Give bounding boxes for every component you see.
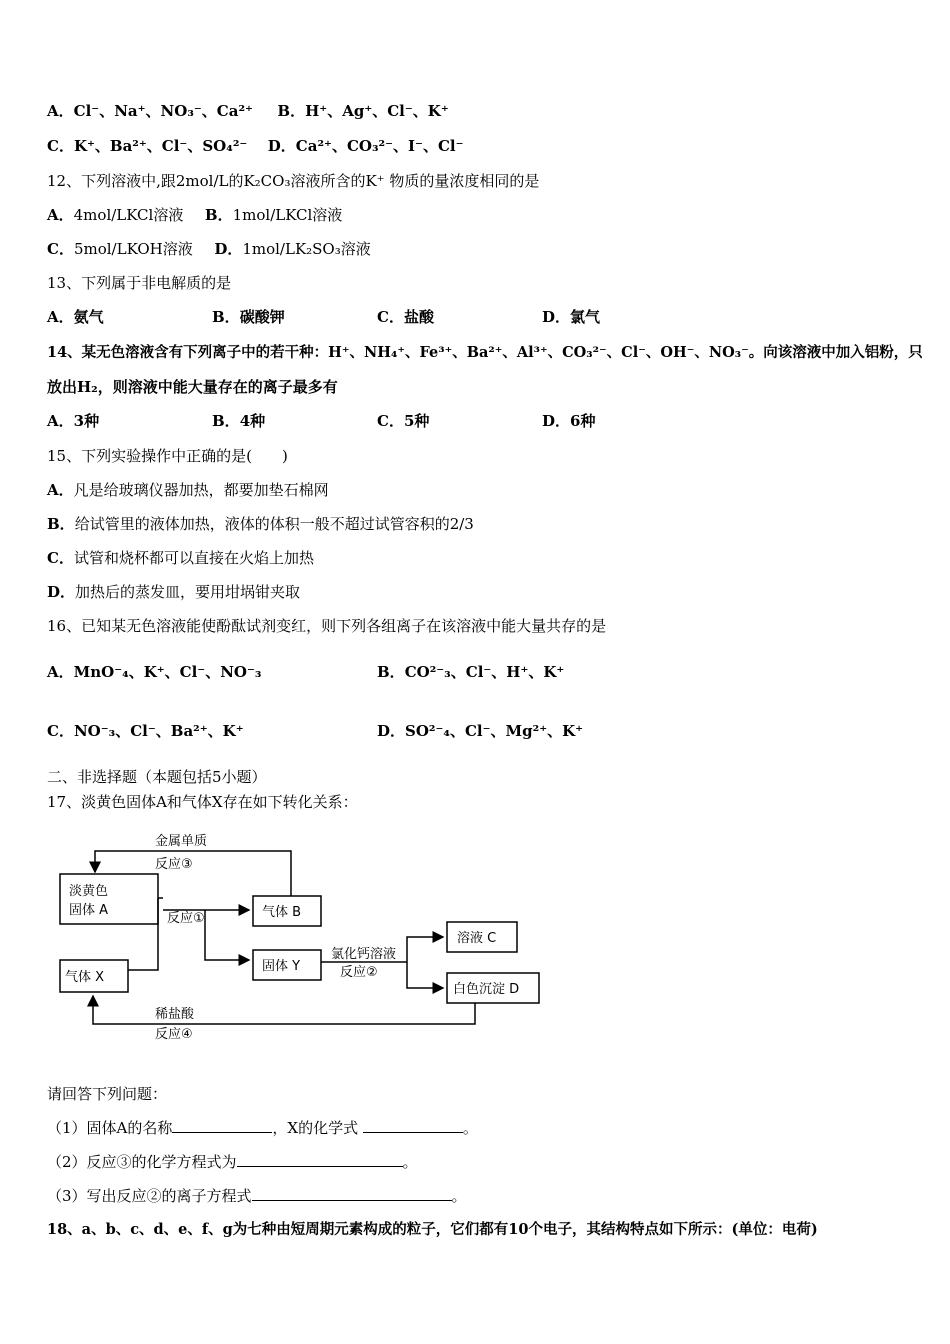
q12-stem: 12、下列溶液中,跟2mol/L的K₂CO₃溶液所含的K⁺ 物质的量浓度相同的是 xyxy=(47,172,540,190)
q17-sub2 xyxy=(47,1152,418,1172)
option-text: 给试管里的液体加热，液体的体积一般不超过试管容积的2/3 xyxy=(74,515,474,533)
label-box-d: 白色沉淀 D xyxy=(453,982,520,997)
label-box-c: 溶液 C xyxy=(457,931,497,946)
option-label: A． xyxy=(47,481,74,499)
q16-option-c xyxy=(47,721,244,741)
arrow-to-y xyxy=(205,910,249,960)
option-label: A． xyxy=(47,663,74,681)
option-label: B． xyxy=(212,308,240,326)
option-label: B． xyxy=(277,102,306,120)
q16-stem: 16、已知某无色溶液能使酚酞试剂变红，则下列各组离子在该溶液中能大量共存的是 xyxy=(47,617,607,635)
option-text: 4mol/LKCl溶液 xyxy=(73,206,184,224)
option-label: C． xyxy=(377,308,404,326)
option-label: D． xyxy=(214,240,243,258)
label-reaction-1: 反应① xyxy=(167,911,205,926)
sub2-end: 。 xyxy=(402,1153,418,1171)
q17-sub3 xyxy=(47,1186,467,1206)
option-text: 碳酸钾 xyxy=(239,308,285,326)
label-box-x: 气体 X xyxy=(65,970,105,985)
answer-blank-reaction-2[interactable] xyxy=(252,1186,452,1201)
option-label: A． xyxy=(47,206,74,224)
sub1-text: （1）固体A的名称 xyxy=(47,1119,173,1137)
q13-option-b xyxy=(212,307,285,327)
q15-option-a xyxy=(47,480,329,500)
label-cacl2: 氯化钙溶液 xyxy=(331,947,397,962)
option-label: B． xyxy=(47,515,75,533)
label-reaction-4: 反应④ xyxy=(155,1027,193,1042)
q13-option-d xyxy=(542,307,600,327)
q17-stem: 17、淡黄色固体A和气体X存在如下转化关系： xyxy=(47,793,358,811)
arrow-reaction-4 xyxy=(93,996,475,1024)
q12-options-cd xyxy=(47,239,371,259)
q15-stem: 15、下列实验操作中正确的是( ) xyxy=(47,447,288,465)
option-label: A． xyxy=(47,102,74,120)
q17-prompt: 请回答下列问题： xyxy=(47,1085,168,1103)
option-label: A． xyxy=(47,412,74,430)
option-text: NO⁻₃、Cl⁻、Ba²⁺、K⁺ xyxy=(73,722,244,740)
sub1-text-x: ，X的化学式 xyxy=(272,1119,359,1137)
option-label: D． xyxy=(542,308,571,326)
label-hcl: 稀盐酸 xyxy=(155,1007,195,1022)
option-text: 氨气 xyxy=(73,308,104,326)
option-text: 1mol/LK₂SO₃溶液 xyxy=(242,240,371,258)
label-box-y: 固体 Y xyxy=(262,959,301,974)
label-reaction-2: 反应② xyxy=(340,965,378,980)
sub3-text: （3）写出反应②的离子方程式 xyxy=(47,1187,252,1205)
option-text: MnO⁻₄、K⁺、Cl⁻、NO⁻₃ xyxy=(73,663,262,681)
q16-option-a xyxy=(47,662,261,682)
option-text: SO²⁻₄、Cl⁻、Mg²⁺、K⁺ xyxy=(405,722,584,740)
q14-option-c xyxy=(377,411,429,431)
option-text: 试管和烧杯都可以直接在火焰上加热 xyxy=(73,549,314,567)
option-text: 凡是给玻璃仪器加热，都要加垫石棉网 xyxy=(73,481,329,499)
q15-option-d xyxy=(47,582,300,602)
sub3-end: 。 xyxy=(451,1187,467,1205)
option-text: K⁺、Ba²⁺、Cl⁻、SO₄²⁻ xyxy=(73,137,248,155)
arrow-to-c xyxy=(407,937,443,962)
q14-option-b xyxy=(212,411,265,431)
q14-stem-line2: 放出H₂，则溶液中能大量存在的离子最多有 xyxy=(47,378,338,396)
label-box-a-2: 固体 A xyxy=(69,903,109,918)
q13-stem: 13、下列属于非电解质的是 xyxy=(47,274,232,292)
q13-option-a xyxy=(47,307,104,327)
q18-stem: 18、a、b、c、d、e、f、g为七种由短周期元素构成的粒子，它们都有10个电子，其结构特点如下所示：(单位：电荷) xyxy=(47,1221,818,1238)
label-reaction-3: 反应③ xyxy=(155,857,193,872)
option-text: 盐酸 xyxy=(403,308,434,326)
option-text: 氯气 xyxy=(570,308,601,326)
q12-options-ab xyxy=(47,205,342,225)
q14-stem-line1: 14、某无色溶液含有下列离子中的若干种：H⁺、NH₄⁺、Fe³⁺、Ba²⁺、Al³⁺、CO₃²⁻、Cl⁻、OH⁻、NO₃⁻。向该溶液中加入铝粉，只 xyxy=(47,344,923,361)
q17-sub1 xyxy=(47,1118,478,1138)
option-label: D． xyxy=(47,583,76,601)
reaction-flow-diagram xyxy=(55,832,545,1042)
option-text: 5种 xyxy=(403,412,430,430)
answer-blank-x-formula[interactable] xyxy=(363,1118,463,1133)
option-label: C． xyxy=(47,722,74,740)
option-label: B． xyxy=(377,663,405,681)
option-text: Cl⁻、Na⁺、NO₃⁻、Ca²⁺ xyxy=(73,102,253,120)
q15-option-c xyxy=(47,548,314,568)
option-label: B． xyxy=(212,412,240,430)
option-label: B． xyxy=(204,206,233,224)
option-label: C． xyxy=(47,240,74,258)
sub1-end: 。 xyxy=(462,1119,478,1137)
q16-option-b xyxy=(377,662,564,682)
q13-option-c xyxy=(377,307,434,327)
option-text: 5mol/LKOH溶液 xyxy=(73,240,193,258)
q15-option-b xyxy=(47,514,474,534)
option-text: Ca²⁺、CO₃²⁻、I⁻、Cl⁻ xyxy=(295,137,464,155)
option-text: 6种 xyxy=(570,412,596,430)
option-text: H⁺、Ag⁺、Cl⁻、K⁺ xyxy=(305,102,449,120)
option-label: D． xyxy=(542,412,571,430)
option-text: 3种 xyxy=(73,412,100,430)
label-box-a-1: 淡黄色 xyxy=(69,884,109,899)
option-label: C． xyxy=(377,412,404,430)
q16-option-d xyxy=(377,721,583,741)
label-box-b: 气体 B xyxy=(262,905,302,920)
arrow-to-d xyxy=(407,962,443,988)
option-text: 加热后的蒸发皿，要用坩埚钳夹取 xyxy=(75,583,301,601)
q11-option-row-1 xyxy=(47,101,449,121)
option-label: C． xyxy=(47,549,74,567)
answer-blank-reaction-3[interactable] xyxy=(237,1152,403,1167)
q11-option-row-2 xyxy=(47,136,464,156)
sub2-text: （2）反应③的化学方程式为 xyxy=(47,1153,237,1171)
q14-option-a xyxy=(47,411,99,431)
option-text: 1mol/LKCl溶液 xyxy=(232,206,343,224)
q14-option-d xyxy=(542,411,595,431)
label-metal: 金属单质 xyxy=(155,834,208,849)
option-label: D． xyxy=(377,722,406,740)
option-text: 4种 xyxy=(239,412,266,430)
option-label: C． xyxy=(47,137,74,155)
option-label: D． xyxy=(267,137,296,155)
option-label: A． xyxy=(47,308,74,326)
answer-blank-a-name[interactable] xyxy=(172,1118,272,1133)
section-title: 二、非选择题（本题包括5小题） xyxy=(47,768,267,786)
option-text: CO²⁻₃、Cl⁻、H⁺、K⁺ xyxy=(404,663,565,681)
